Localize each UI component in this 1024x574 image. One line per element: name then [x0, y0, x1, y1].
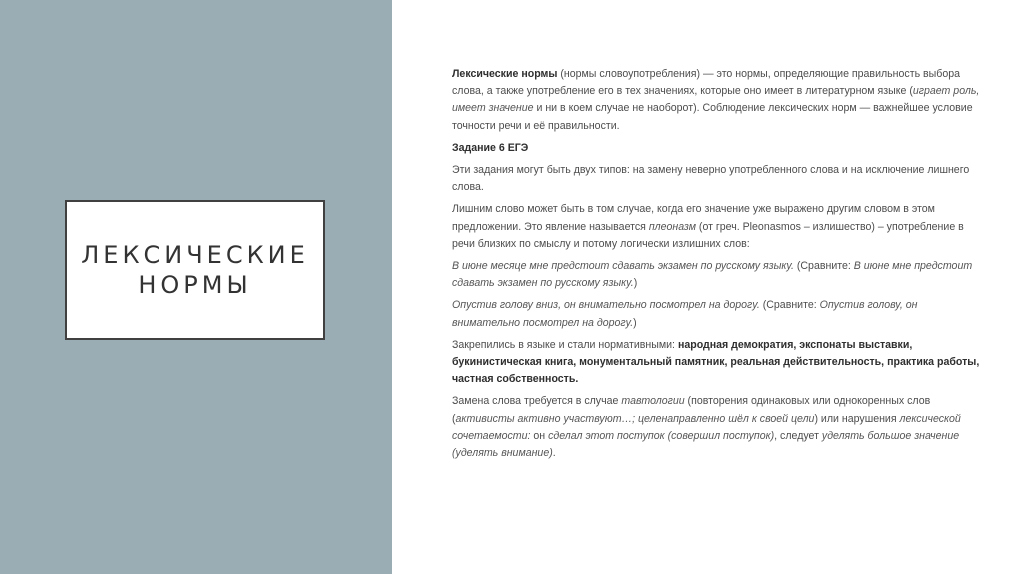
task-heading: Задание 6 ЕГЭ: [452, 141, 529, 154]
example-1: В июне месяце мне предстоит сдавать экзамен по русскому языку. (Сравните: В июне мне предстоит сдавать экзамен по русскому языку.): [452, 260, 973, 290]
left-panel: [0, 0, 392, 574]
pleonasm-paragraph: Лишним слово может быть в том случае, когда его значение уже выражено другим словом в этом предложении. Это явление называется плеоназм (от греч. Pleonasmos – излишество) – употребление в речи близких по смыслу и потому логически излишних слов:: [452, 203, 964, 250]
example-2: Опустив голову вниз, он внимательно посмотрел на дорогу. (Сравните: Опустив голову, он внимательно посмотрел на дорогу.): [452, 299, 918, 329]
slide-title-line2: НОРМЫ: [138, 271, 252, 299]
definition-paragraph: Лексические нормы (нормы словоупотребления) — это нормы, определяющие правильность выбора слова, а также употребление его в тех значениях, которые оно имеет в литературном языке (играет роль, имеет значение и ни в коем случае не наоборот). Соблюдение лексических норм — важнейшее условие точности речи и её правильности.: [452, 68, 980, 132]
slide-title-line1: ЛЕКСИЧЕСКИЕ: [81, 241, 309, 269]
normative-paragraph: Закрепились в языке и стали нормативными: народная демократия, экспонаты выставки, букинистическая книга, монументальный памятник, реальная действительность, практика работы, частная собственность.: [452, 338, 980, 386]
title-box: [65, 200, 325, 340]
task-types-paragraph: Эти задания могут быть двух типов: на замену неверно употребленного слова и на исключение лишнего слова.: [452, 164, 970, 194]
tautology-paragraph: Замена слова требуется в случае тавтологии (повторения одинаковых или однокоренных слов (активисты активно участвуют…; целенаправленно шёл к своей цели) или нарушения лексической сочетаемости: он сделал этот поступок (совершил поступок), следует уделять большое значение (уделять внимание).: [452, 395, 961, 460]
term-bold: Лексические нормы: [452, 68, 558, 80]
content-text: [452, 66, 982, 467]
